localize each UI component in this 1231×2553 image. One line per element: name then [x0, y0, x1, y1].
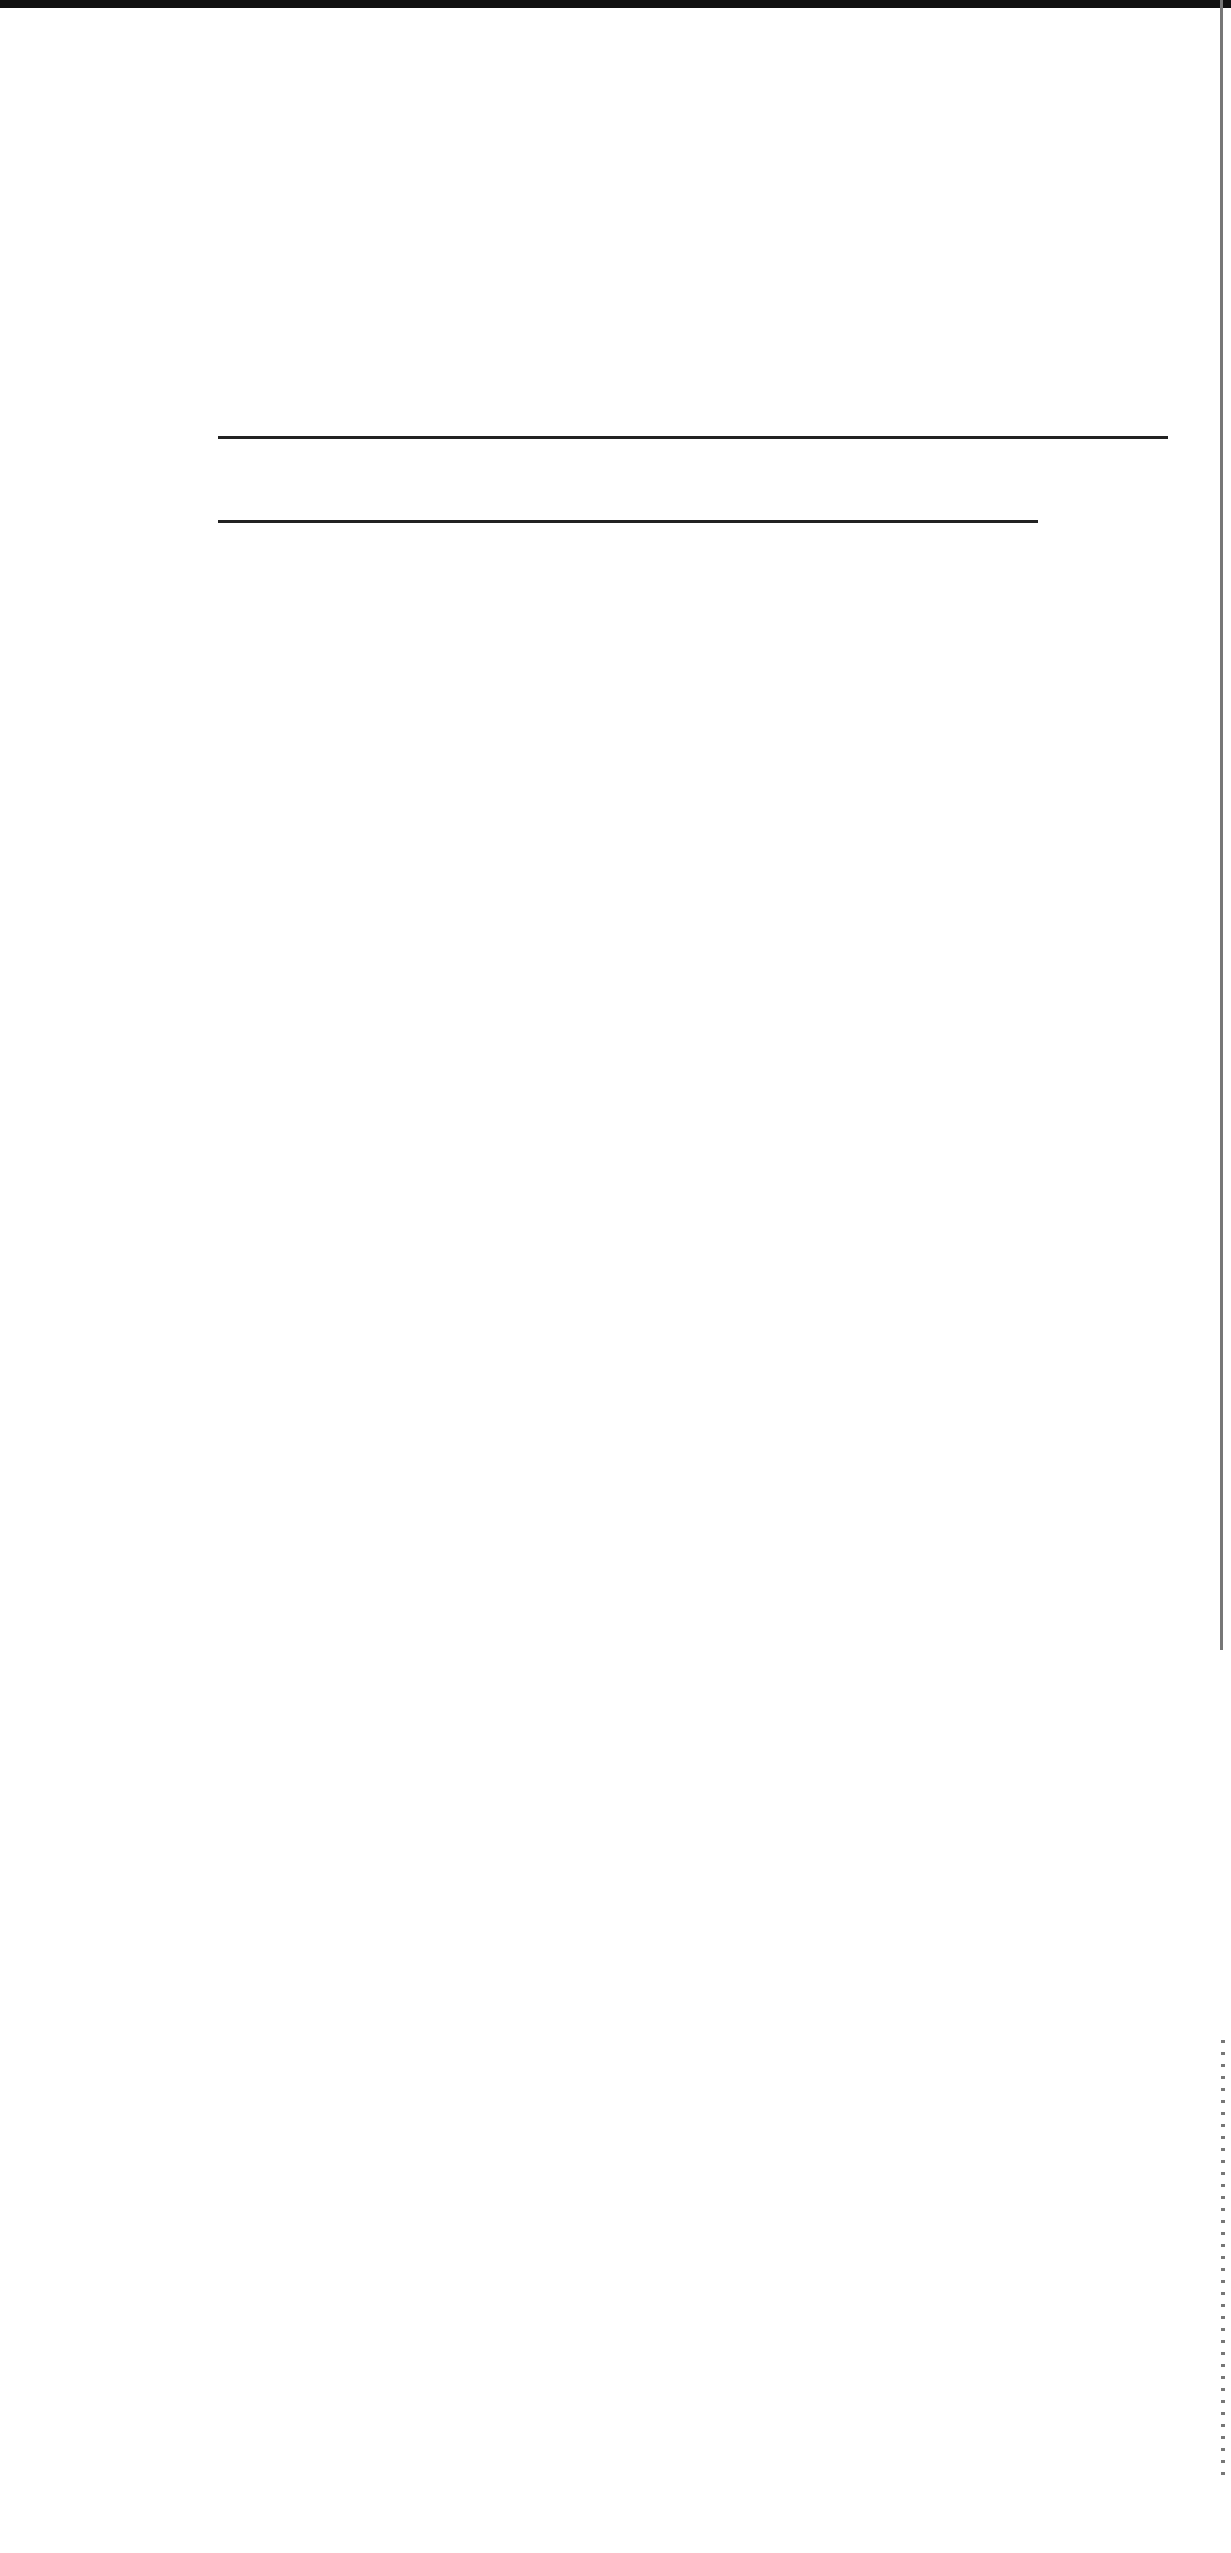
- page-edge-line: [1220, 0, 1223, 1650]
- answer-8-line1: [140, 368, 228, 428]
- underline: [218, 520, 1038, 523]
- page-edge-dots: [1221, 2040, 1225, 2480]
- top-border: [0, 0, 1231, 8]
- underline: [218, 436, 1168, 439]
- answer-8-line2b: [218, 450, 262, 510]
